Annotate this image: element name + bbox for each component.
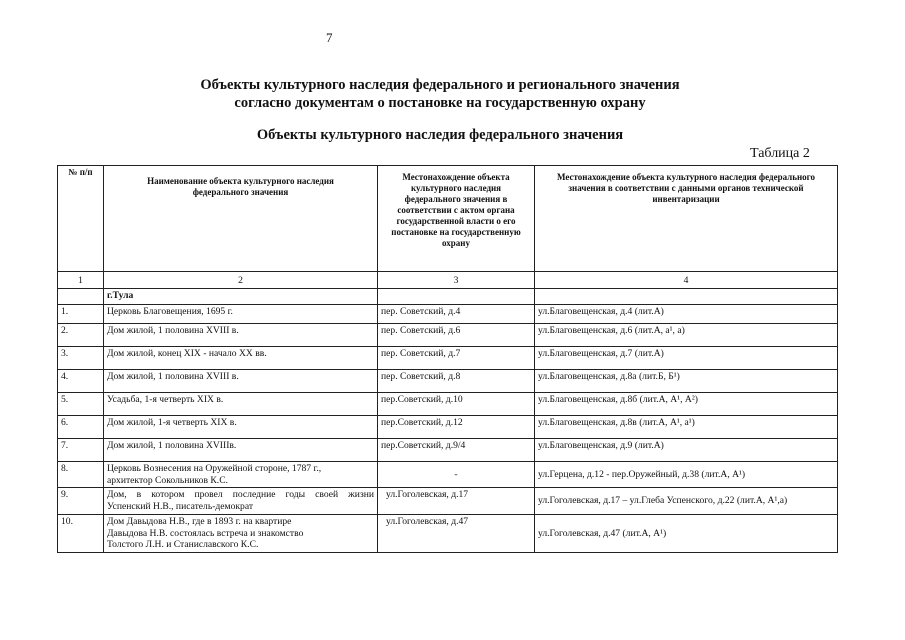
location-inventory: ул.Благовещенская, д.7 (лит.А) (535, 347, 838, 370)
location-act: - (378, 462, 535, 488)
location-inventory: ул.Гоголевская, д.17 – ул.Глеба Успенского, д.22 (лит.А, А¹,а) (535, 488, 838, 514)
header-object-name: Наименование объекта культурного наследия федерального значения (104, 166, 378, 272)
row-number: 8. (58, 462, 104, 488)
document-title-line2: согласно документам о постановке на государственную охрану (234, 95, 646, 111)
row-number: 3. (58, 347, 104, 370)
table-row (58, 488, 838, 514)
table-row (58, 416, 838, 439)
table-label: Таблица 2 (750, 146, 810, 161)
city-name: г.Тула (104, 289, 378, 305)
object-name (104, 462, 378, 488)
table-row (58, 324, 838, 347)
object-name-line: Дом Давыдова Н.В., где в 1893 г. на квартире (107, 515, 292, 527)
location-act: пер. Советский, д.7 (378, 347, 535, 370)
document-title-line1: Объекты культурного наследия федерального и регионального значения (200, 77, 680, 93)
object-name-line: Дом, в котором провел последние годы своей жизни (107, 489, 374, 501)
object-name-line: архитектор Сокольников К.С. (107, 474, 228, 486)
row-number: 2. (58, 324, 104, 347)
header-location-act: Местонахождение объекта культурного наследия федерального значения в соответствии с актом органа государственной власти о его постановке на государственную охрану (378, 166, 535, 272)
table-row (58, 439, 838, 462)
row-number: 4. (58, 370, 104, 393)
object-name-line: Успенский Н.В., писатель-демократ (107, 501, 254, 513)
object-name: Дом жилой, конец XIX - начало XX вв. (104, 347, 378, 370)
object-name: Дом жилой, 1 половина XVIII в. (104, 370, 378, 393)
header-number: № п/п (58, 166, 104, 272)
row-number: 6. (58, 416, 104, 439)
column-number: 4 (535, 272, 838, 289)
object-name (104, 488, 378, 514)
table-row (58, 462, 838, 488)
object-name: Дом жилой, 1 половина XVIIIв. (104, 439, 378, 462)
location-inventory: ул.Гоголевская, д.47 (лит.А, А¹) (535, 514, 838, 552)
location-act: ул.Гоголевская, д.47 (378, 514, 535, 552)
object-name-line: Церковь Вознесения на Оружейной стороне, 1787 г., (107, 463, 322, 474)
location-inventory: ул.Благовещенская, д.9 (лит.А) (535, 439, 838, 462)
object-name: Дом жилой, 1 половина XVIII в. (104, 324, 378, 347)
header-location-inventory: Местонахождение объекта культурного наследия федерального значения в соответствии с данными органов технической инвентаризации (535, 166, 838, 272)
location-inventory: ул.Благовещенская, д.8а (лит.Б, Б¹) (535, 370, 838, 393)
heritage-table (57, 165, 838, 553)
column-number: 2 (104, 272, 378, 289)
row-number: 10. (58, 514, 104, 552)
table-row (58, 347, 838, 370)
location-act: пер.Советский, д.10 (378, 393, 535, 416)
table-row (58, 514, 838, 552)
object-name-line: Давыдова Н.В. состоялась встреча и знакомство (107, 527, 304, 539)
document-subtitle: Объекты культурного наследия федерального значения (256, 127, 624, 143)
column-number: 3 (378, 272, 535, 289)
location-act: пер. Советский, д.8 (378, 370, 535, 393)
object-name: Усадьба, 1-я четверть XIX в. (104, 393, 378, 416)
table-header-row (58, 166, 838, 272)
table-row (58, 305, 838, 324)
city-row (58, 289, 838, 305)
object-name: Дом жилой, 1-я четверть XIX в. (104, 416, 378, 439)
object-name (104, 514, 378, 552)
location-inventory: ул.Благовещенская, д.4 (лит.А) (535, 305, 838, 324)
location-act: пер. Советский, д.4 (378, 305, 535, 324)
row-number: 7. (58, 439, 104, 462)
column-numbers-row (58, 272, 838, 289)
object-name: Церковь Благовещения, 1695 г. (104, 305, 378, 324)
page-number: 7 (326, 30, 333, 45)
column-number: 1 (58, 272, 104, 289)
row-number: 1. (58, 305, 104, 324)
location-inventory: ул.Благовещенская, д.8б (лит.А, А¹, А²) (535, 393, 838, 416)
object-name-line: Толстого Л.Н. и Станиславского К.С. (107, 539, 259, 551)
location-inventory: ул.Благовещенская, д.6 (лит.А, а¹, а) (535, 324, 838, 347)
location-act: пер.Советский, д.12 (378, 416, 535, 439)
row-number: 5. (58, 393, 104, 416)
row-number: 9. (58, 488, 104, 514)
location-act: пер.Советский, д.9/4 (378, 439, 535, 462)
table-row (58, 393, 838, 416)
location-inventory: ул.Герцена, д.12 - пер.Оружейный, д.38 (лит.А, А¹) (535, 462, 838, 488)
location-act: пер. Советский, д.6 (378, 324, 535, 347)
location-act: ул.Гоголевская, д.17 (378, 488, 535, 514)
table-row (58, 370, 838, 393)
location-inventory: ул.Благовещенская, д.8в (лит.А, А¹, а¹) (535, 416, 838, 439)
